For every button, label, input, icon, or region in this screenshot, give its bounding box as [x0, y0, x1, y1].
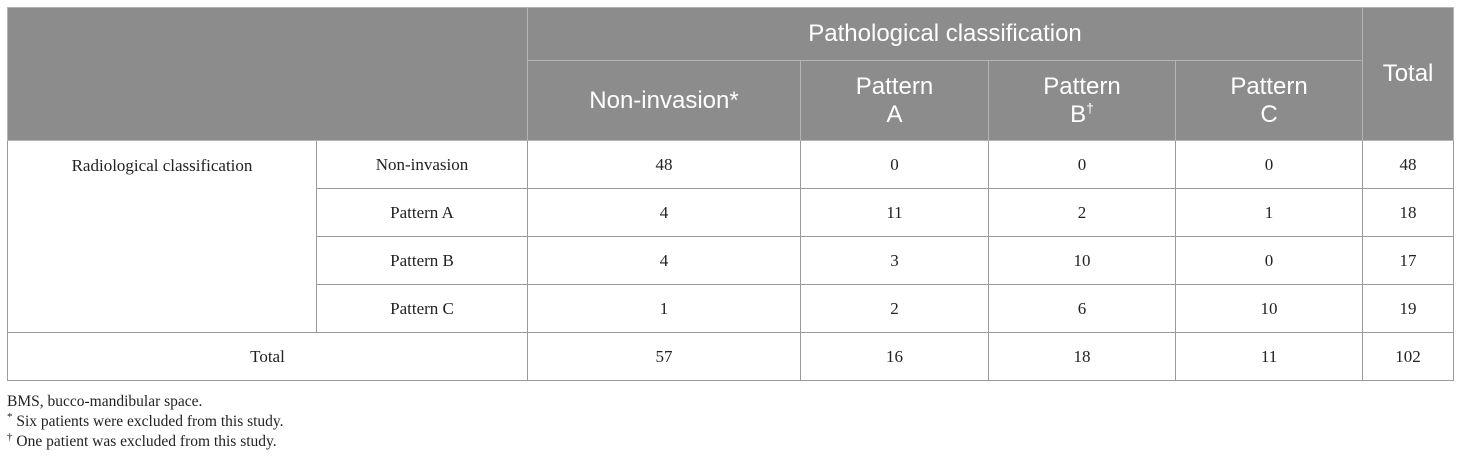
table-cell: 4 — [528, 237, 801, 285]
table-cell: 16 — [801, 333, 989, 381]
footnote-text: Six patients were excluded from this study. — [12, 413, 284, 430]
column-header-line2: A — [886, 100, 903, 128]
row-label: Pattern A — [317, 189, 528, 237]
dagger-mark: † — [1086, 99, 1094, 116]
row-label: Pattern B — [317, 237, 528, 285]
column-header-pattern-a — [801, 61, 989, 141]
column-header-line1: Pattern — [855, 72, 934, 100]
table-cell: 57 — [528, 333, 801, 381]
footnote-mark: † — [7, 430, 13, 443]
table-cell: 3 — [801, 237, 989, 285]
row-total-cell: 48 — [1363, 141, 1454, 189]
contingency-table — [7, 7, 1454, 381]
footnote-dagger — [7, 432, 284, 452]
abbreviation-note: BMS, bucco-mandibular space. — [7, 393, 203, 410]
row-total-cell: 17 — [1363, 237, 1454, 285]
table-cell: 0 — [989, 141, 1176, 189]
table-cell: 1 — [528, 285, 801, 333]
row-label: Pattern C — [317, 285, 528, 333]
table-cell: 4 — [528, 189, 801, 237]
column-header-line1: Non-invasion* — [589, 86, 739, 114]
row-total-cell: 19 — [1363, 285, 1454, 333]
table-cell: 48 — [528, 141, 801, 189]
header-corner-cell — [8, 8, 528, 141]
footnote-asterisk — [7, 412, 284, 432]
table-cell: 18 — [989, 333, 1176, 381]
table-cell: 0 — [1176, 141, 1363, 189]
total-row — [8, 333, 1454, 381]
table-notes — [7, 392, 284, 452]
table-cell: 0 — [1176, 237, 1363, 285]
table-cell: 11 — [801, 189, 989, 237]
column-header-non-invasion — [528, 61, 801, 141]
footnote-mark: * — [7, 410, 13, 423]
total-column-header: Total — [1363, 8, 1454, 141]
table-cell: 0 — [801, 141, 989, 189]
row-label: Non-invasion — [317, 141, 528, 189]
pathological-classification-header: Pathological classification — [528, 8, 1363, 61]
grand-total-cell: 102 — [1363, 333, 1454, 381]
footnote-text: One patient was excluded from this study. — [12, 433, 277, 450]
table-cell: 2 — [801, 285, 989, 333]
table-row — [8, 141, 1454, 189]
table-cell: 2 — [989, 189, 1176, 237]
column-header-line2: C — [1260, 100, 1278, 128]
radiological-classification-label: Radiological classification — [8, 141, 317, 333]
table-cell: 10 — [989, 237, 1176, 285]
table-cell: 1 — [1176, 189, 1363, 237]
column-header-line2: B — [1070, 100, 1087, 128]
column-header-line1: Pattern — [1230, 72, 1308, 100]
column-header-pattern-b — [989, 61, 1176, 141]
table-cell: 11 — [1176, 333, 1363, 381]
table-cell: 10 — [1176, 285, 1363, 333]
column-header-line1: Pattern — [1043, 72, 1121, 100]
table-cell: 6 — [989, 285, 1176, 333]
column-header-pattern-c — [1176, 61, 1363, 141]
row-total-cell: 18 — [1363, 189, 1454, 237]
total-row-label: Total — [8, 333, 528, 381]
